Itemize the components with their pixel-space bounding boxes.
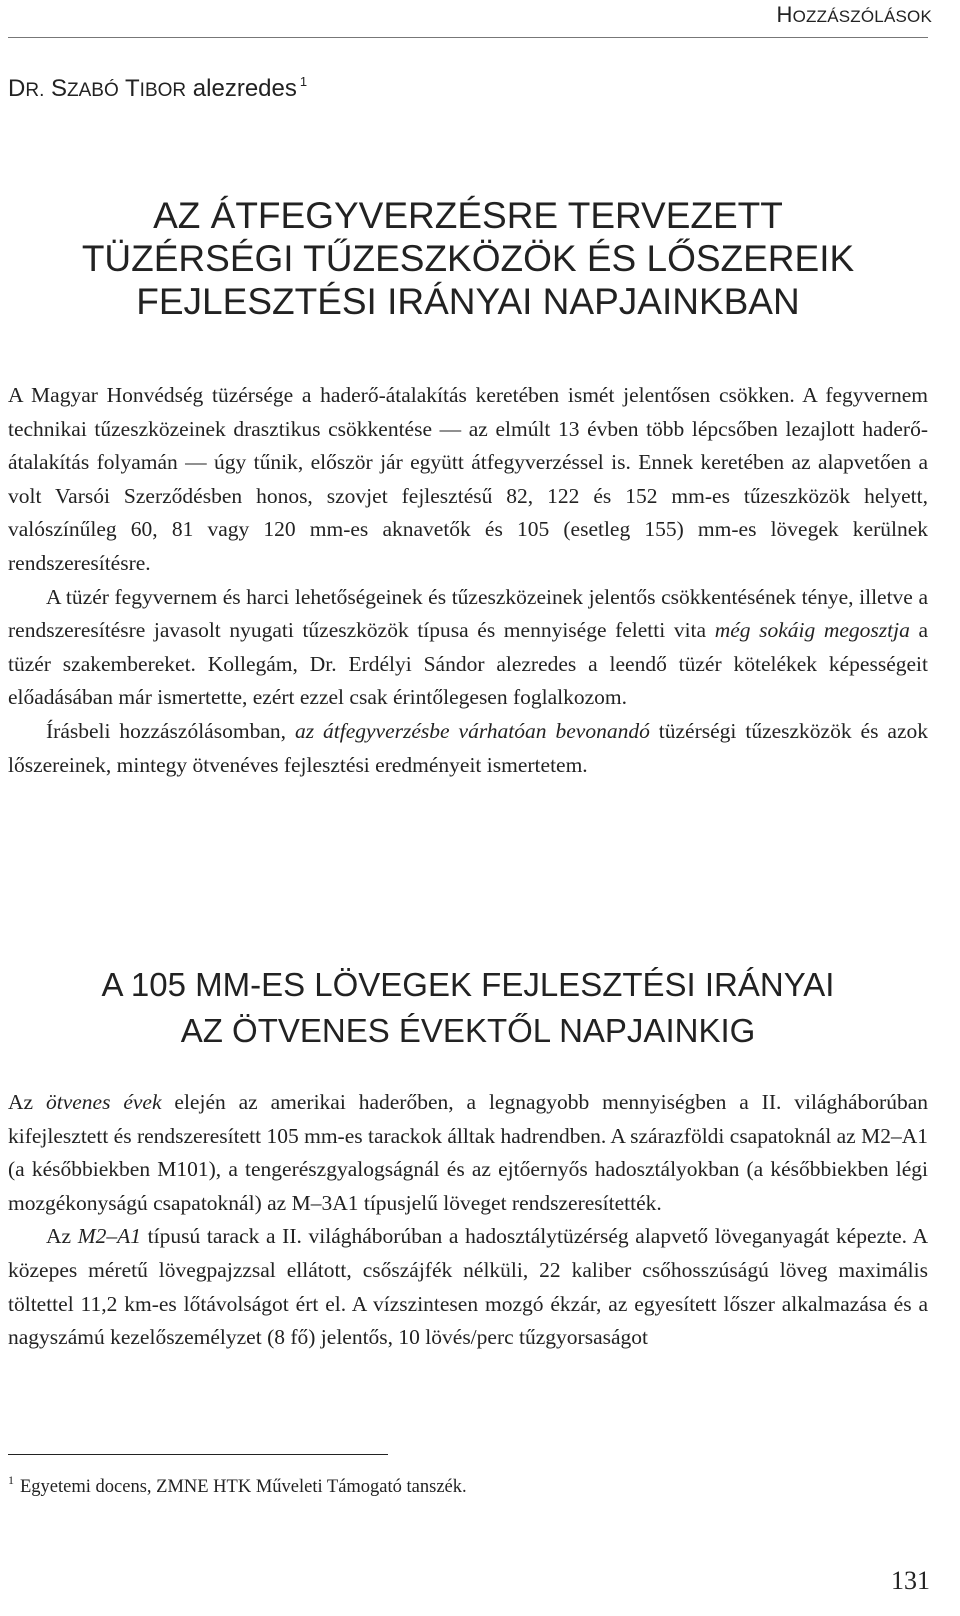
paragraph: Írásbeli hozzászólásomban, az átfegyverzésbe várhatóan bevonandó tüzérségi tűzeszközök és azok lőszereinek, mintegy ötvenéves fejlesztési eredményeit ismertetem. — [8, 718, 929, 777]
page-number: 131 — [891, 1566, 930, 1595]
intro-text — [8, 379, 928, 782]
header-divider — [8, 37, 928, 38]
footnote: $^1$ Egyetemi docens, ZMNE HTK Műveleti Támogató tanszék. — [8, 1473, 467, 1497]
section-text — [8, 1086, 928, 1355]
paragraph: Az M2–A1 típusú tarack a II. világháborúban a hadosztálytüzérség alapvető löveganyagát képezte. A közepes méretű lövegpajzzsal ellátott, csőszájfék nélküli, 22 kaliber csőhosszúságú löveg maximális töltettel 11,2 km-es lőtávolságot ért el. A vízszintesen mozgó ékzár, az egyesített lőszer alkalmazása és a nagyszámú kezelőszemélyzet (8 fő) jelentős, 10 lövés/perc tűzgyorsaságot — [8, 1224, 928, 1350]
section-title: A 105 MM-ES LÖVEGEK FEJLESZTÉSI IRÁNYAI AZ ÖTVENES ÉVEKTŐL NAPJAINKIG — [101, 966, 835, 1049]
footnote-divider — [8, 1454, 388, 1455]
paragraph: A Magyar Honvédség tüzérsége a haderő-átalakítás keretében ismét jelentősen csökken. A fegyvernem technikai tűzeszközeinek drasztikus csökkentése — az elmúlt 13 évben több lépcsőben lezajlott haderő-átalakítás folyamán — úgy tűnik, először jár együtt átfegyverzéssel is. Ennek keretében az alapvetően a volt Varsói Szerződésben honos, szovjet fejlesztésű 82, 122 és 152 mm-es tűzeszközök helyett, valószínűleg 60, 81 vagy 120 mm-es aknavetők és 105 (esetleg 155) mm-es lövegek kerülnek rendszeresítésre. — [8, 383, 928, 575]
author-rank: alezredes — [192, 75, 297, 102]
author-line: DR. SZABÓ TIBOR alezredes $^1$ — [8, 74, 308, 102]
article-title: AZ ÁTFEGYVERZÉSRE TERVEZETT TÜZÉRSÉGI TŰZESZKÖZÖK ÉS LŐSZEREIK FEJLESZTÉSI IRÁNYAI NAPJAINKBAN — [81, 195, 855, 322]
running-header: HOZZÁSZÓLÁSOK — [776, 2, 932, 27]
paragraph: Az ötvenes évek elején az amerikai haderőben, a legnagyobb mennyiségben a II. világháborúban kifejlesztett és rendszeresített 105 mm-es tarackok álltak hadrendben. A szárazföldi csapatoknál az M2–A1 (a későbbiekben M101), a tengerészgyalogságnál és az ejtőernyős hadosztályokban (a későbbiekben légi mozgékonyságú csapatoknál) az M–3A1 típusjelű löveget rendszeresítették. — [8, 1090, 929, 1215]
paragraph: A tüzér fegyvernem és harci lehetőségeinek és tűzeszközeinek jelentős csökkentésének ténye, illetve a rendszeresítésre javasolt nyugati tűzeszközök típusa és mennyisége feletti vita még sokáig megosztja a tüzér szakembereket. Kollegám, Dr. Erdélyi Sándor alezredes a leendő tüzér kötelékek képességeit előadásában már ismertette, ezért ezzel csak érintőlegesen foglalkozom. — [8, 584, 929, 710]
footnote-ref: 1 — [299, 74, 308, 89]
